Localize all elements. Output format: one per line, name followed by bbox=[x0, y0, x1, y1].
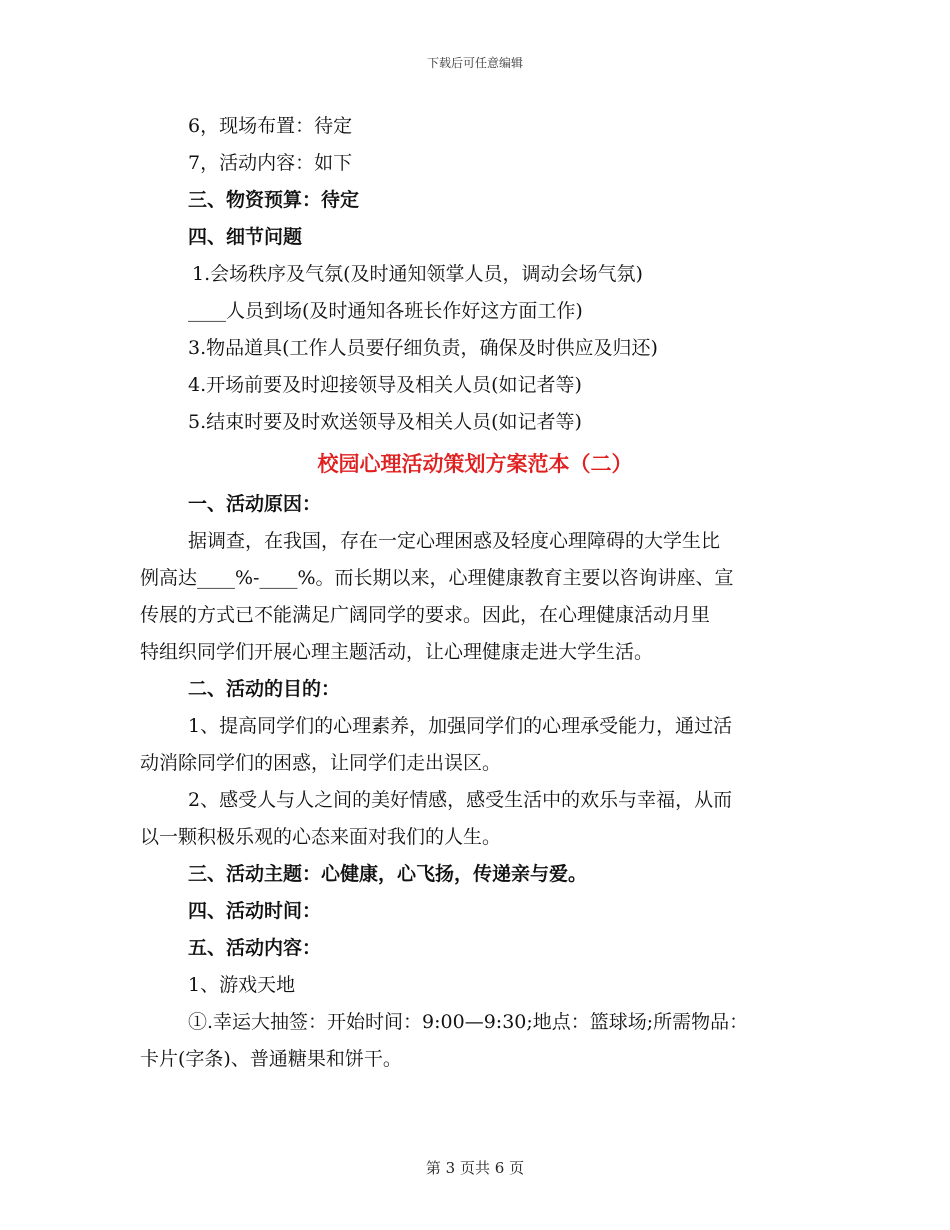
reason-paragraph-line-2: 例高达____%-____%。而长期以来，心理健康教育主要以咨询讲座、宣 bbox=[140, 567, 734, 589]
heading-activity-theme: 三、活动主题：心健康，心飞扬，传递亲与爱。 bbox=[188, 863, 588, 885]
item-6-venue-layout: 6，现场布置：待定 bbox=[188, 115, 353, 137]
detail-item-4: 4.开场前要及时迎接领导及相关人员(如记者等) bbox=[188, 374, 582, 396]
content-item-games: 1、游戏天地 bbox=[188, 974, 296, 996]
item-7-activity-content: 7，活动内容：如下 bbox=[188, 152, 353, 174]
page-footer: 第 3 页共 6 页 bbox=[425, 1159, 525, 1177]
heading-activity-purpose: 二、活动的目的： bbox=[188, 678, 341, 700]
heading-activity-time: 四、活动时间： bbox=[188, 900, 322, 922]
purpose-2-line-2: 以一颗积极乐观的心态来面对我们的人生。 bbox=[140, 826, 502, 848]
header-note: 下载后可任意编辑 bbox=[426, 56, 523, 70]
purpose-1-line-2: 动消除同学们的困惑，让同学们走出误区。 bbox=[140, 752, 502, 774]
lucky-draw-line-2: 卡片(字条)、普通糖果和饼干。 bbox=[140, 1048, 402, 1070]
detail-item-1: 1.会场秩序及气氛(及时通知领掌人员，调动会场气氛) bbox=[192, 263, 643, 285]
heading-activity-reason: 一、活动原因： bbox=[188, 493, 322, 515]
section-title: 校园心理活动策划方案范本（二） bbox=[317, 451, 633, 476]
purpose-1-line-1: 1、提高同学们的心理素养，加强同学们的心理承受能力，通过活 bbox=[188, 715, 733, 737]
heading-material-budget: 三、物资预算：待定 bbox=[188, 189, 360, 211]
detail-item-2: ____人员到场(及时通知各班长作好这方面工作) bbox=[188, 300, 583, 322]
detail-item-5: 5.结束时要及时欢送领导及相关人员(如记者等) bbox=[188, 411, 582, 433]
lucky-draw-line-1: ①.幸运大抽签：开始时间：9:00—9:30;地点：篮球场;所需物品： bbox=[188, 1011, 749, 1033]
reason-paragraph-line-3: 传展的方式已不能满足广阔同学的要求。因此，在心理健康活动月里 bbox=[140, 604, 711, 626]
heading-activity-content: 五、活动内容： bbox=[188, 937, 322, 959]
purpose-2-line-1: 2、感受人与人之间的美好情感，感受生活中的欢乐与幸福，从而 bbox=[188, 789, 733, 811]
reason-paragraph-line-1: 据调查，在我国，存在一定心理困惑及轻度心理障碍的大学生比 bbox=[188, 530, 721, 552]
heading-detail-issues: 四、细节问题 bbox=[188, 226, 303, 248]
detail-item-3: 3.物品道具(工作人员要仔细负责，确保及时供应及归还) bbox=[188, 337, 658, 359]
reason-paragraph-line-4: 特组织同学们开展心理主题活动，让心理健康走进大学生活。 bbox=[140, 641, 654, 663]
